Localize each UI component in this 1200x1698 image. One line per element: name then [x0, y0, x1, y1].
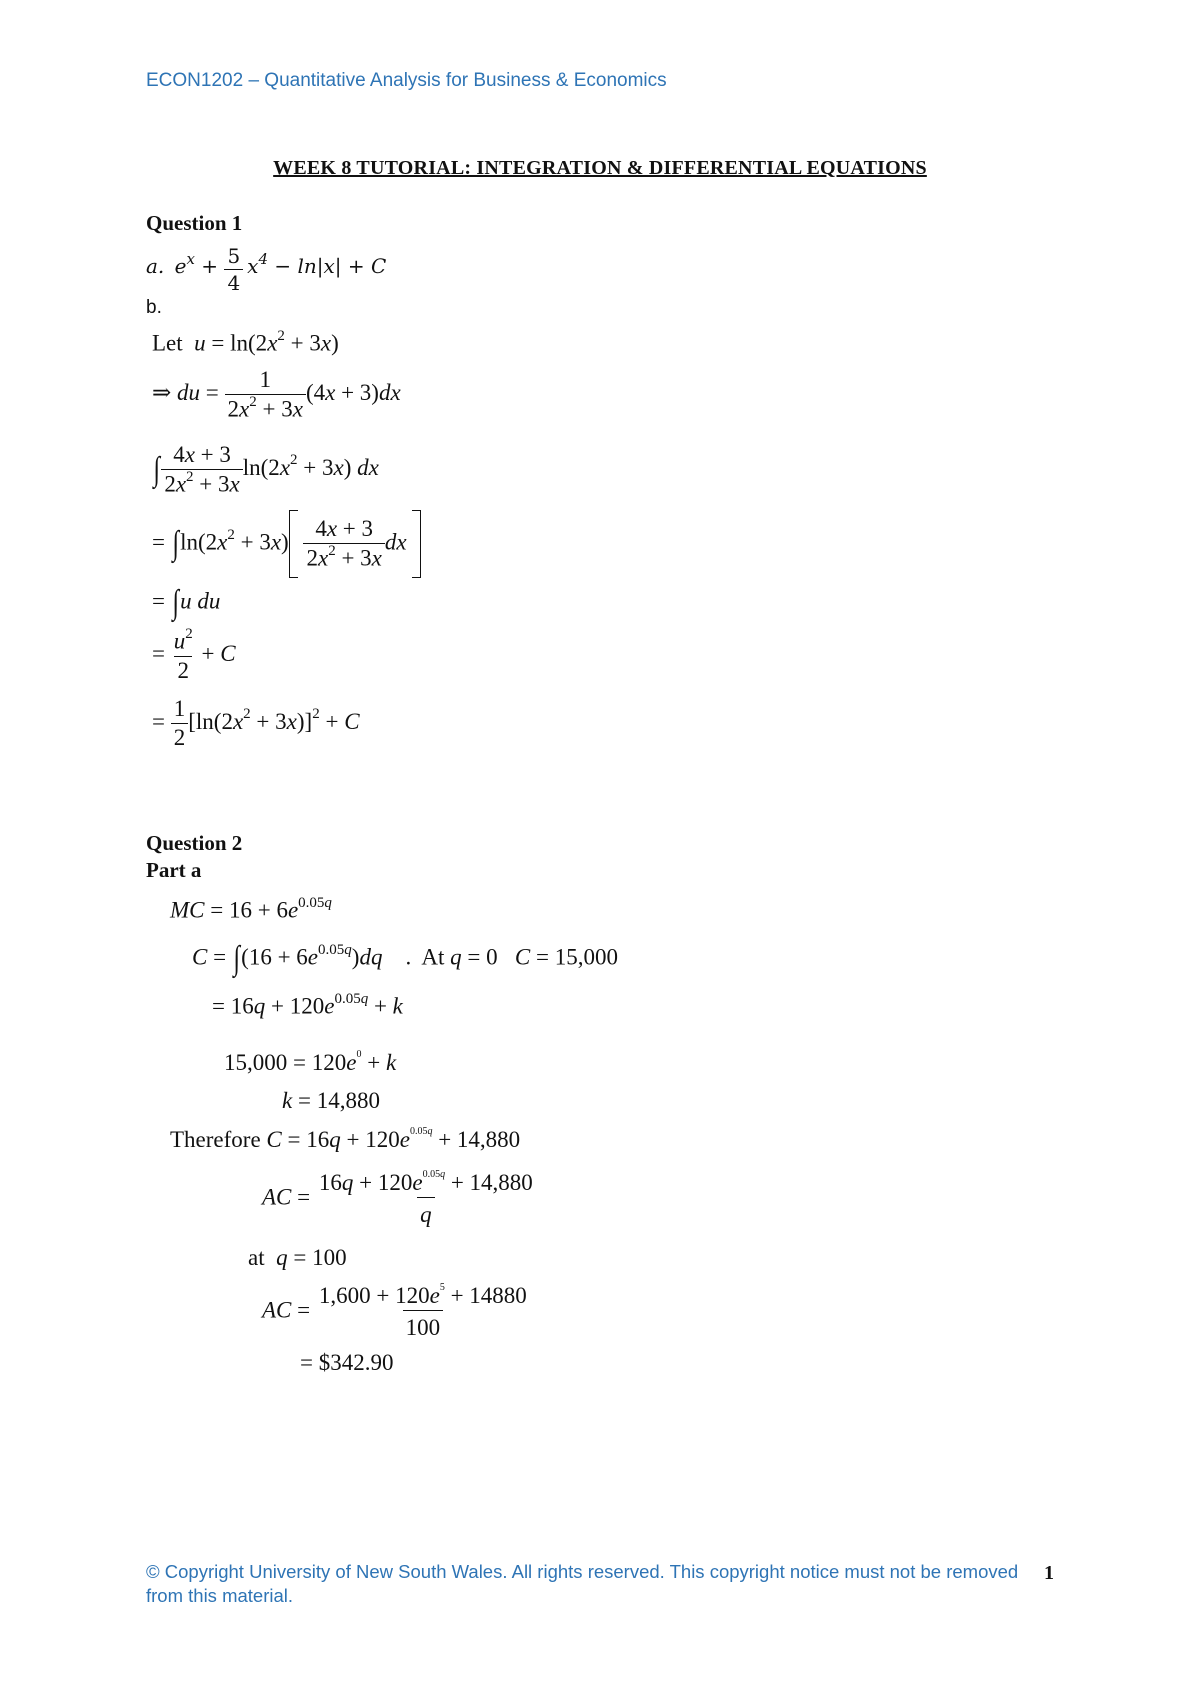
q2-c-integral: $C = \int(16 + 6e^{0.05q})dq$ . At q = 0 C = 15,000: [192, 940, 618, 977]
q1-part-a-answer: a. $e^x$ + $\frac{5}{4}$ $x^4 - \ln|x| + C$: [146, 244, 387, 295]
q2-ac-result: = $342.90: [300, 1350, 394, 1375]
question-2-heading: Question 2: [146, 831, 243, 855]
q1b-u-du: = ∫u du: [152, 584, 221, 621]
q2-k-value: k = 14,880: [282, 1088, 380, 1113]
q1b-du: ⇒ du = $\frac{1}{2x^2 + 3x}$ (4x + 3)dx: [152, 367, 401, 422]
q2-at-q: at q = 100: [248, 1245, 347, 1270]
q1-part-a-label: a.: [146, 254, 165, 279]
q2-solve-k: $15,000 = 120e^0 + k$: [224, 1049, 397, 1075]
page-number: 1: [1044, 1562, 1054, 1584]
q2-mc: MC = $16 + 6e^{0.05q}$: [170, 895, 332, 923]
q2-ac-substituted: AC = $\frac{1,600 + 120e^5 + 14880}{100}$: [262, 1282, 527, 1340]
q1b-rearranged: = $\int\ln(2x^2 + 3x)$ $\frac{4x + 3}{2x^2 + 3x}$ dx: [152, 510, 421, 578]
q1b-result: = $\frac{1}{2}$ $[\ln(2x^2 + 3x)]^2 + C$: [152, 696, 360, 750]
page-title: WEEK 8 TUTORIAL: INTEGRATION & DIFFERENTIAL EQUATIONS: [273, 157, 927, 179]
q1b-u-squared: = $\frac{u^2}{2}$ + C: [152, 626, 236, 683]
q2-ac-function: AC = $\frac{16q + 120e^{0.05q} + 14,880}{q}$: [262, 1169, 533, 1227]
q1b-let-u: Let $u = \ln(2x^2 + 3x)$: [152, 328, 339, 356]
q1b-integral: ∫ $\frac{4x + 3}{2x^2 + 3x}$ $\ln(2x^2 + 3x)$ dx: [153, 442, 379, 497]
q2-cost-function: Therefore $C = 16q + 120e^{0.05q} + 14,880$: [170, 1126, 521, 1152]
q1-part-b-label: b.: [146, 297, 162, 318]
course-header: ECON1202 – Quantitative Analysis for Business & Economics: [146, 70, 667, 91]
question-1-heading: Question 1: [146, 211, 243, 235]
q2-part-a-label: Part a: [146, 858, 202, 882]
copyright-notice: © Copyright University of New South Wales. All rights reserved. This copyright notice must not be removed from this material.: [146, 1561, 1019, 1606]
q2-c-antiderivative: = $16q + 120e^{0.05q} + k$: [212, 991, 403, 1019]
